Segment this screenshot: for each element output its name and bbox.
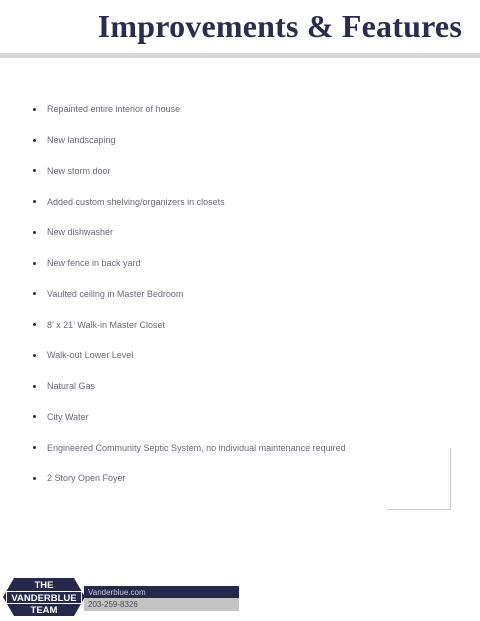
list-item xyxy=(33,463,346,494)
footer-website: Vanderblue.com xyxy=(88,587,146,597)
feature-text: 2 Story Open Foyer xyxy=(47,473,126,484)
list-item xyxy=(33,248,346,279)
bullet-icon xyxy=(33,231,36,234)
list-item xyxy=(33,309,346,340)
feature-text: New landscaping xyxy=(47,135,116,146)
bullet-icon xyxy=(33,139,36,142)
feature-text: New storm door xyxy=(47,165,111,176)
feature-text: Engineered Community Septic System, no individual maintenance required xyxy=(47,442,346,453)
bullet-icon xyxy=(33,108,36,111)
list-item xyxy=(33,186,346,217)
page-title: Improvements & Features xyxy=(97,8,462,44)
list-item xyxy=(33,340,346,371)
list-item xyxy=(33,371,346,402)
footer-website-bar xyxy=(84,586,239,598)
feature-text: Natural Gas xyxy=(47,381,96,392)
bullet-icon xyxy=(33,385,36,388)
feature-text: City Water xyxy=(47,411,89,422)
footer-phone-bar xyxy=(84,598,239,611)
feature-text: Repainted entire interior of house xyxy=(47,104,181,115)
feature-text: 8’ x 21’ Walk-in Master Closet xyxy=(47,319,166,330)
list-item xyxy=(33,279,346,310)
list-item xyxy=(33,125,346,156)
feature-text: New fence in back yard xyxy=(47,258,141,269)
bullet-icon xyxy=(33,354,36,357)
bullet-icon xyxy=(33,446,36,449)
bullet-icon xyxy=(33,323,36,326)
footer-phone: 203-259-8326 xyxy=(88,600,138,609)
bullet-icon xyxy=(33,292,36,295)
bullet-icon xyxy=(33,200,36,203)
list-item xyxy=(33,217,346,248)
bullet-icon xyxy=(33,477,36,480)
list-item xyxy=(33,432,346,463)
header-divider xyxy=(0,53,480,58)
bullet-icon xyxy=(33,262,36,265)
list-item xyxy=(33,156,346,187)
features-list xyxy=(33,94,346,494)
feature-text: New dishwasher xyxy=(47,227,114,238)
logo-line-3: TEAM xyxy=(30,605,58,616)
feature-text: Walk-out Lower Level xyxy=(47,350,134,361)
decorative-frame-horizontal xyxy=(387,509,451,510)
logo-line-2: VANDERBLUE xyxy=(11,592,77,604)
decorative-frame-vertical xyxy=(450,448,451,510)
list-item xyxy=(33,402,346,433)
bullet-icon xyxy=(33,415,36,418)
logo-line-1: THE xyxy=(34,580,54,591)
bullet-icon xyxy=(33,169,36,172)
list-item xyxy=(33,94,346,125)
vanderblue-team-logo xyxy=(2,577,86,617)
feature-text: Added custom shelving/organizers in closets xyxy=(47,196,225,207)
feature-text: Vaulted ceiling in Master Bedroom xyxy=(47,288,184,299)
